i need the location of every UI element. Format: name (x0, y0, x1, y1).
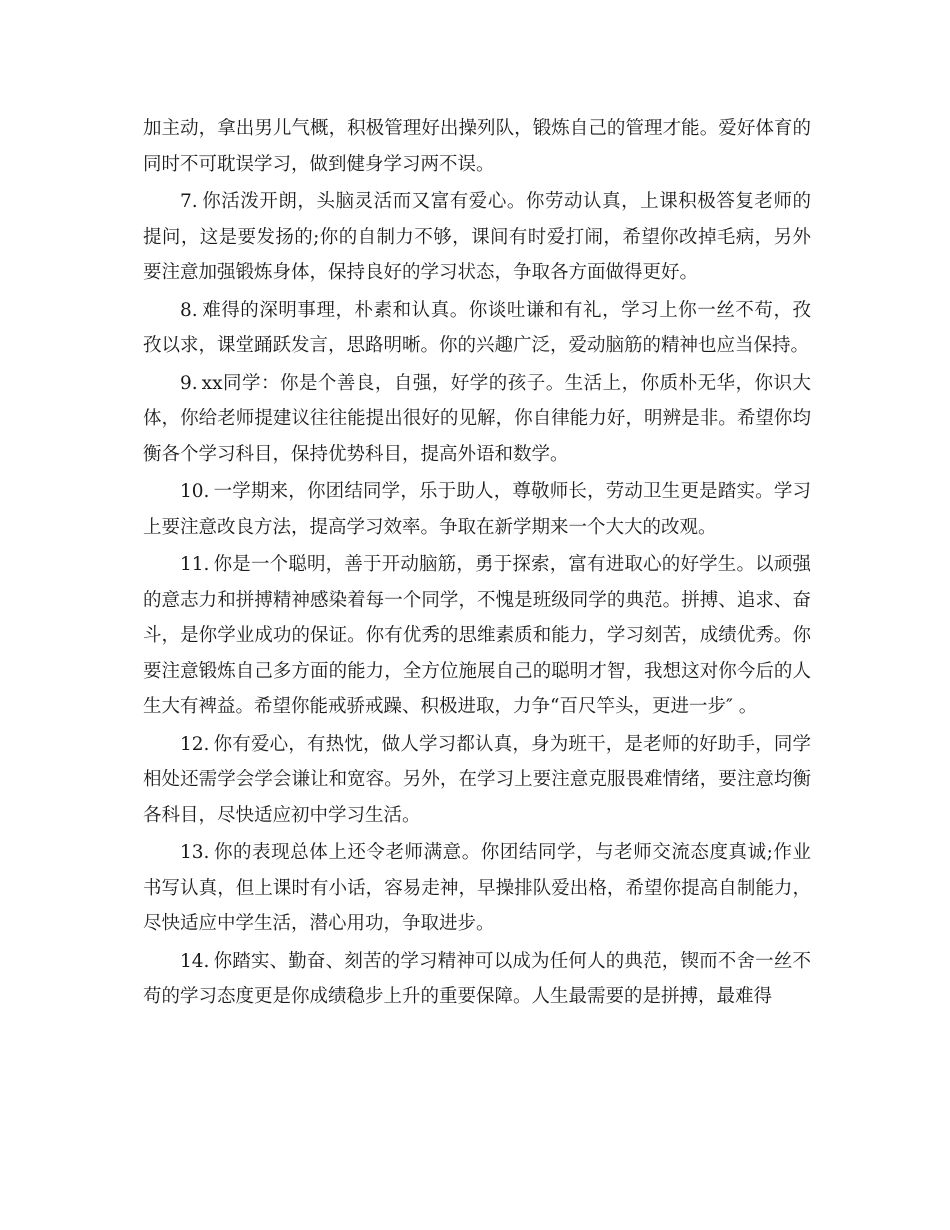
paragraph-number: 12. (180, 733, 210, 755)
paragraph-item-9 (143, 366, 811, 473)
paragraph-text: 加主动，拿出男儿气概，积极管理好出操列队，锻炼自己的管理才能。爱好体育的同时不可耽误学习，做到健身学习两不误。 (143, 118, 811, 175)
paragraph-item-14 (143, 944, 811, 1015)
document-body (143, 111, 811, 1017)
paragraph-text: 你踏实、勤奋、刻苦的学习精神可以成为任何人的典范，锲而不舍一丝不苟的学习态度更是你成绩稳步上升的重要保障。人生最需要的是拼搏，最难得 (143, 950, 811, 1007)
paragraph-item-7 (143, 184, 811, 291)
paragraph-item-13 (143, 835, 811, 942)
paragraph-item-12 (143, 727, 811, 834)
paragraph-continued (143, 111, 811, 182)
paragraph-number: 10. (180, 481, 210, 502)
paragraph-number: 13. (180, 842, 210, 863)
paragraph-number: 7. (180, 191, 198, 212)
paragraph-item-10 (143, 474, 811, 545)
paragraph-number: 14. (180, 950, 210, 972)
paragraph-text: 一学期来，你团结同学，乐于助人，尊敬师长，劳动卫生更是踏实。学习上要注意改良方法，提高学习效率。争取在新学期来一个大大的改观。 (143, 481, 811, 538)
paragraph-number: 9. (180, 372, 198, 394)
paragraph-number: 8. (180, 299, 198, 321)
paragraph-item-8 (143, 293, 811, 364)
paragraph-item-11 (143, 547, 811, 725)
paragraph-text: 你活泼开朗，头脑灵活而又富有爱心。你劳动认真，上课积极答复老师的提问，这是要发扬的;你的自制力不够，课间有时爱打闹，希望你改掉毛病，另外要注意加强锻炼身体，保持良好的学习状态，争取各方面做得更好。 (143, 191, 811, 283)
paragraph-text: 你是一个聪明，善于开动脑筋，勇于探索，富有进取心的好学生。以顽强的意志力和拼搏精神感染着每一个同学，不愧是班级同学的典范。拼搏、追求、奋斗，是你学业成功的保证。你有优秀的思维素质和能力，学习刻苦，成绩优秀。你要注意锻炼自己多方面的能力，全方位施展自己的聪明才智，我想这对你今后的人生大有裨益。希望你能戒骄戒躁、积极进取，力争“百尺竿头，更进一步″ 。 (143, 554, 811, 717)
paragraph-text: 你有爱心，有热忱，做人学习都认真，身为班干，是老师的好助手，同学相处还需学会学会谦让和宽容。另外，在学习上要注意克服畏难情绪，要注意均衡各科目，尽快适应初中学习生活。 (143, 733, 811, 826)
paragraph-text: xx同学：你是个善良，自强，好学的孩子。生活上，你质朴无华，你识大体，你给老师提建议往往能提出很好的见解，你自律能力好，明辨是非。希望你均衡各个学习科目，保持优势科目，提高外语和数学。 (143, 372, 811, 465)
paragraph-text: 你的表现总体上还令老师满意。你团结同学，与老师交流态度真诚;作业书写认真，但上课时有小话，容易走神，早操排队爱出格，希望你提高自制能力，尽快适应中学生活，潜心用功，争取进步。 (143, 842, 811, 934)
paragraph-number: 11. (180, 554, 210, 575)
paragraph-text: 难得的深明事理，朴素和认真。你谈吐谦和有礼，学习上你一丝不苟，孜孜以求，课堂踊跃发言，思路明晰。你的兴趣广泛，爱动脑筋的精神也应当保持。 (143, 299, 811, 356)
